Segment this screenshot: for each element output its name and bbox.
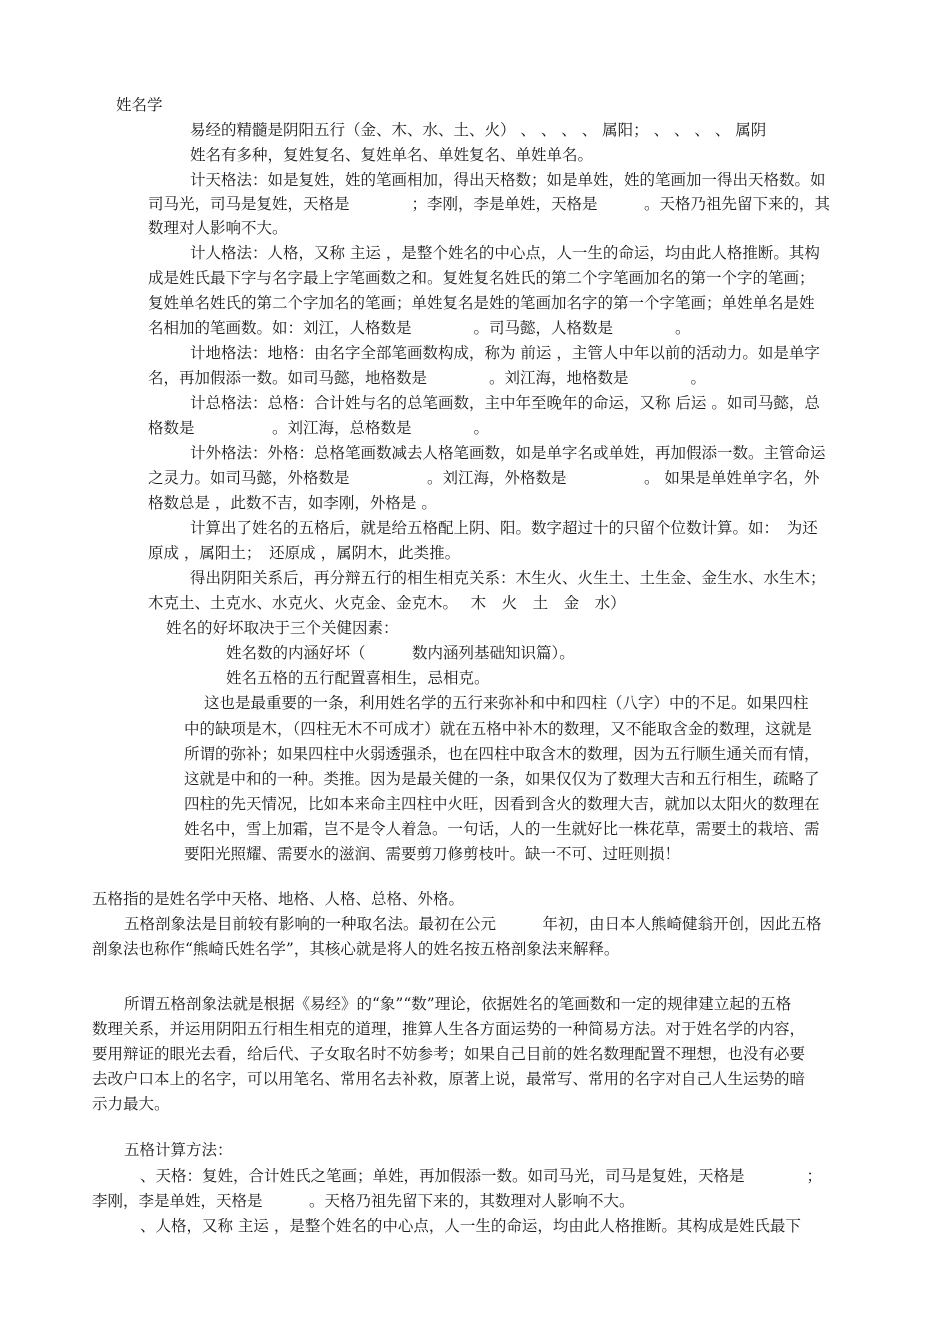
text-line: 计算出了姓名的五格后，就是给五格配上阴、阳。数字超过十的只留个位数计算。如： 为还	[190, 519, 818, 537]
text-line: 名相加的笔画数。如：刘江，人格数是 。司马懿，人格数是 。	[148, 319, 691, 337]
text-line: 姓名有多种，复姓复名、复姓单名、单姓复名、单姓单名。	[190, 146, 594, 164]
text-line: 得出阴阳关系后，再分辩五行的相生相克关系：木生火、火生土、土生金、金生水、水生木；	[190, 569, 826, 587]
text-line: 去改户口本上的名字，可以用笔名、常用名去补救，原著上说，最常写、常用的名字对自己人生运势的暗	[92, 1070, 806, 1088]
text-line: 格数是 。刘江海，总格数是 。	[148, 419, 490, 437]
text-line: 所谓的弥补；如果四柱中火弱透强杀，也在四柱中取含木的数理，因为五行顺生通关而有情，	[184, 745, 820, 763]
text-line: 四柱的先天情况，比如本来命主四柱中火旺，因看到含火的数理大吉，就加以太阳火的数理在	[184, 795, 820, 813]
text-line: 、天格：复姓，合计姓氏之笔画；单姓，再加假添一数。如司马光，司马是复姓，天格是 ；	[140, 1167, 823, 1185]
text-line: 成是姓氏最下字与名字最上字笔画数之和。复姓复名姓氏的第二个字笔画加名的第一个字的笔画；	[148, 269, 815, 287]
text-line: 易经的精髓是阴阳五行（金、木、水、土、火） 、 、 、 、 属阳； 、 、 、 、 属阴	[190, 121, 767, 139]
text-line: 这也是最重要的一条，利用姓名学的五行来弥补和中和四柱（八字）中的不足。如果四柱	[204, 694, 809, 712]
text-line: 中的缺项是木，（四柱无木不可成才）就在五格中补木的数理，又不能取含金的数理，这就是	[184, 720, 812, 738]
text-line: 司马光，司马是复姓，天格是 ；李刚，李是单姓，天格是 。天格乃祖先留下来的，其	[148, 195, 831, 213]
text-line: 原成 ，属阳土； 还原成 ，属阴木，此类推。	[148, 544, 461, 562]
text-line: 要阳光照耀、需要水的滋润、需要剪刀修剪枝叶。缺一不可、过旺则损！	[184, 845, 681, 863]
text-line: 计总格法：总格：合计姓与名的总笔画数，主中年至晚年的命运，又称 后运 。如司马懿，总	[190, 394, 820, 412]
text-line: 数理关系，并运用阴阳五行相生相克的道理，推算人生各方面运势的一种简易方法。对于姓名学的内容，	[92, 1020, 806, 1038]
text-line: 李刚，李是单姓，天格是 。天格乃祖先留下来的，其数理对人影响不大。	[92, 1192, 635, 1210]
text-line: 这就是中和的一种。类推。因为是最关健的一条，如果仅仅为了数理大吉和五行相生，疏略了	[184, 770, 820, 788]
text-line: 名，再加假添一数。如司马懿，地格数是 。刘江海，地格数是 。	[148, 369, 707, 387]
text-line: 复姓单名姓氏的第二个字加名的笔画；单姓复名是姓的笔画加名字的第一个字笔画；单姓单名是姓	[148, 294, 815, 312]
text-line: 五格指的是姓名学中天格、地格、人格、总格、外格。	[92, 890, 465, 908]
text-line: 姓名数的内涵好坏（ 数内涵列基础知识篇）。	[226, 644, 575, 662]
text-line: 计地格法：地格：由名字全部笔画数构成，称为 前运 ，主管人中年以前的活动力。如是单字	[190, 344, 820, 362]
text-line: 剖象法也称作“熊崎氏姓名学”，其核心就是将人的姓名按五格剖象法来解释。	[92, 940, 620, 958]
text-line: 姓名的好坏取决于三个关健因素：	[166, 619, 399, 637]
text-line: 之灵力。如司马懿，外格数是 。刘江海，外格数是 。 如果是单姓单字名，外	[148, 469, 820, 487]
text-line: 所谓五格剖象法就是根据《易经》的“象”“数”理论，依据姓名的笔画数和一定的规律建立起的五格	[124, 995, 792, 1013]
text-line: 、人格，又称 主运 ，是整个姓名的中心点，人一生的命运，均由此人格推断。其构成是姓氏最下	[140, 1217, 801, 1235]
text-line: 五格计算方法：	[124, 1141, 233, 1159]
text-line: 计外格法：外格：总格笔画数减去人格笔画数，如是单字名或单姓，再加假添一数。主管命运	[190, 444, 826, 462]
text-line: 计人格法：人格，又称 主运 ，是整个姓名的中心点，人一生的命运，均由此人格推断。其构	[190, 244, 820, 262]
text-line: 格数总是 ，此数不吉，如李刚，外格是 。	[148, 494, 437, 512]
text-line: 五格剖象法是目前较有影响的一种取名法。最初在公元 年初，由日本人熊崎健翁开创，因此五格	[124, 915, 822, 933]
text-line: 示力最大。	[92, 1095, 170, 1113]
text-line: 数理对人影响不大。	[148, 219, 288, 237]
text-line: 木克土、土克水、水克火、火克金、金克木。 木 火 土 金 水）	[148, 594, 626, 612]
text-line: 姓名五格的五行配置喜相生，忌相克。	[226, 669, 490, 687]
text-line: 计天格法：如是复姓，姓的笔画相加，得出天格数；如是单姓，姓的笔画加一得出天格数。如	[190, 171, 826, 189]
document-title: 姓名学	[116, 96, 163, 114]
text-line: 要用辩证的眼光去看，给后代、子女取名时不妨参考；如果自己目前的姓名数理配置不理想，也没有必要	[92, 1045, 806, 1063]
text-line: 姓名中，雪上加霜，岂不是令人着急。一句话，人的一生就好比一株花草，需要土的栽培、需	[184, 820, 820, 838]
